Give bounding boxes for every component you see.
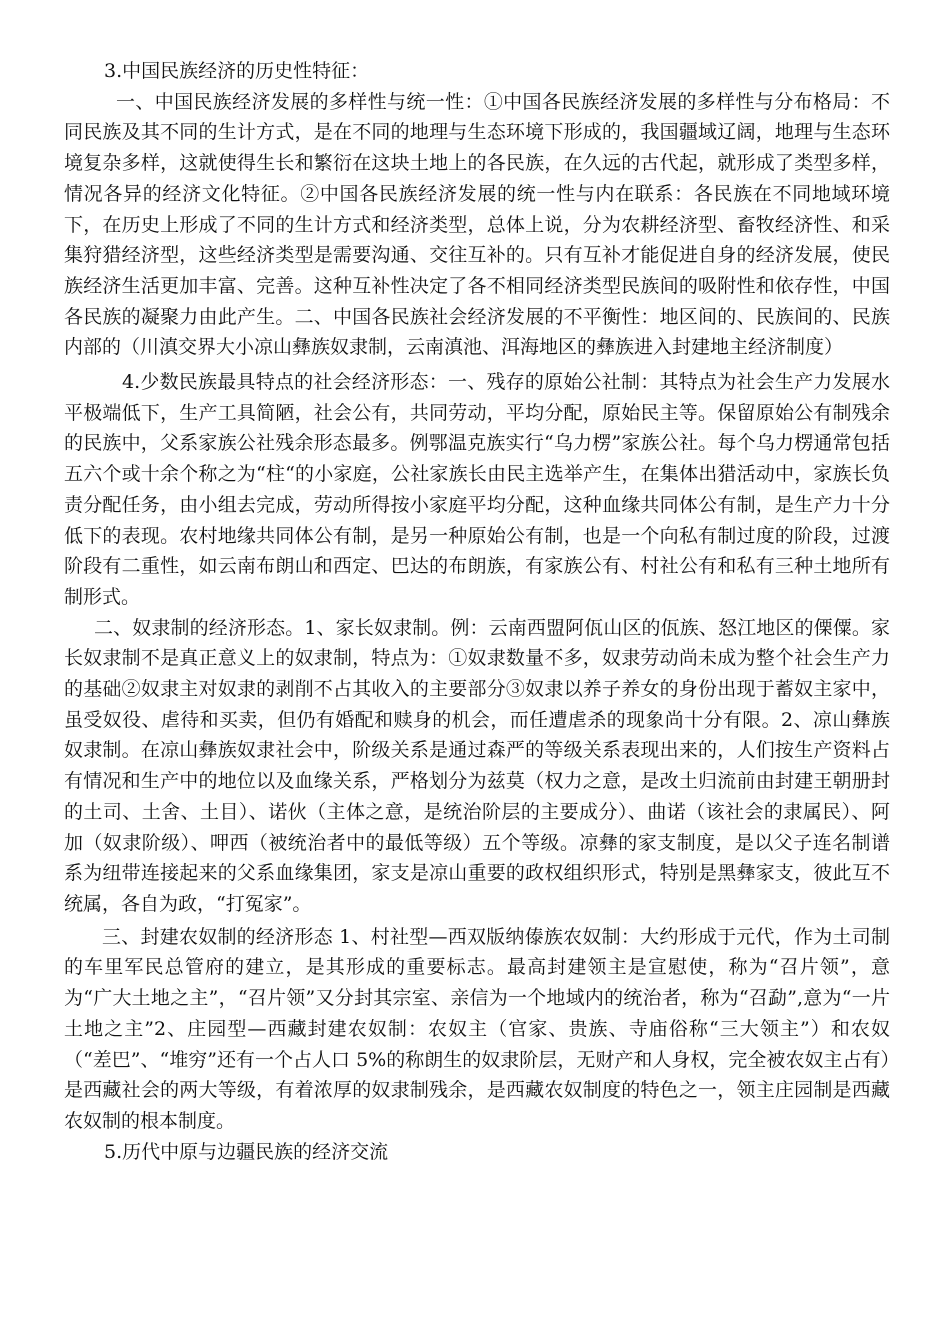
section-4-paragraph: 4.少数民族最具特点的社会经济形态：一、残存的原始公社制：其特点为社会生产力发展水平极端低下，生产工具简陋，社会公有，共同劳动，平均分配，原始民主等。保留原始公有制残余的民族中，父系家族公社残余形态最多。例鄂温克族实行“乌力楞”家族公社。每个乌力楞通常包括五六个或十余个称之为“柱“的小家庭，公社家族长由民主选举产生，在集体出猎活动中，家族长负责分配任务，由小组去完成，劳动所得按小家庭平均分配，这种血缘共同体公有制，是生产力十分低下的表现。农村地缘共同体公有制，是另一种原始公有制，也是一个向私有制过度的阶段，过渡阶段有二重性，如云南布朗山和西定、巴达的布朗族，有家族公有、村社公有和私有三种土地所有制形式。 [64, 371, 890, 608]
slavery-paragraph: 二、奴隶制的经济形态。1、家长奴隶制。例：云南西盟阿佤山区的佤族、怒江地区的傈僳。家长奴隶制不是真正意义上的奴隶制，特点为：①奴隶数量不多，奴隶劳动尚未成为整个社会生产力的基础②奴隶主对奴隶的剥削不占其收入的主要部分③奴隶以养子养女的身份出现于蓄奴主家中，虽受奴役、虐待和买卖，但仍有婚配和赎身的机会，而任遭虐杀的现象尚十分有限。2、凉山彝族奴隶制。在凉山彝族奴隶社会中，阶级关系是通过森严的等级关系表现出来的，人们按生产资料占有情况和生产中的地位以及血缘关系，严格划分为兹莫（权力之意，是改土归流前由封建王朝册封的土司、土舍、土目）、诺伙（主体之意，是统治阶层的主要成分）、曲诺（该社会的隶属民）、阿加（奴隶阶级）、呷西（被统治者中的最低等级）五个等级。凉彝的家支制度，是以父子连名制谱系为纽带连接起来的父系血缘集团，家支是凉山重要的政权组织形式，特别是黑彝家支，彼此互不统属，各自为政，“打冤家”。 [64, 616, 890, 915]
section-3-heading: 3.中国民族经济的历史性特征： [104, 60, 370, 82]
section-5-heading: 5.历代中原与边疆民族的经济交流 [104, 1140, 389, 1163]
section-3-paragraph: 一、中国民族经济发展的多样性与统一性：①中国各民族经济发展的多样性与分布格局：不同民族及其不同的生计方式，是在不同的地理与生态环境下形成的，我国疆域辽阔，地理与生态环境复杂多样，这就使得生长和繁衍在这块土地上的各民族，在久远的古代起，就形成了类型多样，情况各异的经济文化特征。②中国各民族经济发展的统一性与内在联系：各民族在不同地域环境下，在历史上形成了不同的生计方式和经济类型，总体上说，分为农耕经济型、畜牧经济性、和采集狩猎经济型，这些经济类型是需要沟通、交往互补的。只有互补才能促进自身的经济发展，使民族经济生活更加丰富、完善。这种互补性决定了各不相同经济类型民族间的吸附性和依存性，中国各民族的凝聚力由此产生。二、中国各民族社会经济发展的不平衡性：地区间的、民族间的、民族内部的（川滇交界大小凉山彝族奴隶制，云南滇池、洱海地区的彝族进入封建地主经济制度） [64, 90, 890, 359]
serfdom-paragraph: 三、封建农奴制的经济形态 1、村社型—西双版纳傣族农奴制：大约形成于元代，作为土司制的车里军民总管府的建立，是其形成的重要标志。最高封建领主是宣慰使，称为“召片领”，意为“广大土地之主”，“召片领”又分封其宗室、亲信为一个地域内的统治者，称为“召勐”,意为“一片土地之主”2、庄园型—西藏封建农奴制：农奴主（官家、贵族、寺庙俗称“三大领主”）和农奴（“差巴”、“堆穷”还有一个占人口 5%的称朗生的奴隶阶层，无财产和人身权，完全被农奴主占有）是西藏社会的两大等级，有着浓厚的奴隶制残余，是西藏农奴制度的特色之一，领主庄园制是西藏农奴制的根本制度。 [64, 925, 890, 1132]
